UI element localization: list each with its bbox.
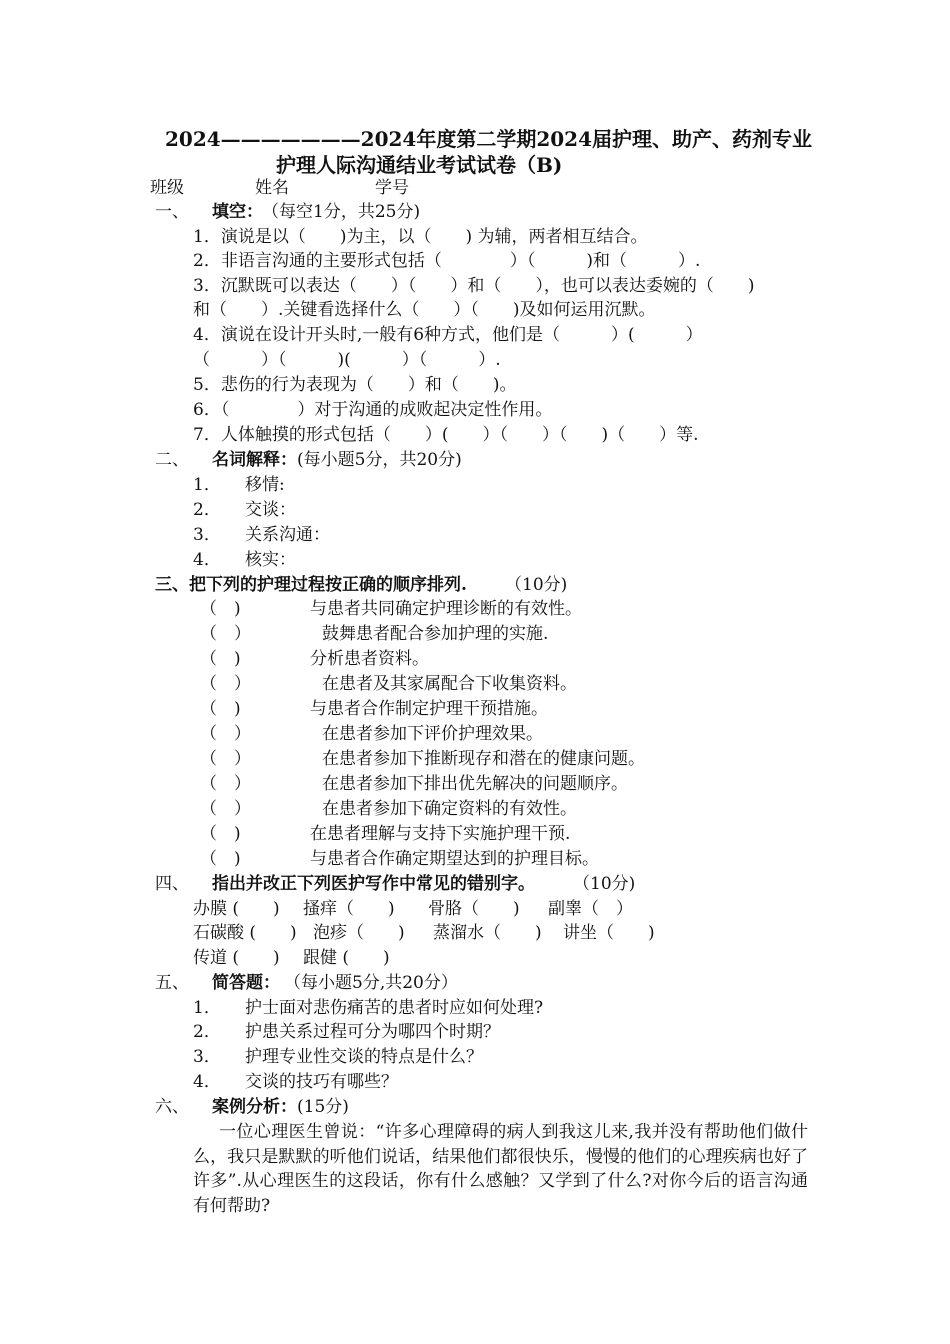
order-blank: （ ) <box>200 824 241 844</box>
order-blank: （ ) <box>200 599 241 619</box>
typo-item: 办膜 ( ) <box>193 899 280 919</box>
section-3-note: （10分) <box>505 575 568 595</box>
order-blank: （ ） <box>200 799 251 819</box>
order-step: 与患者合作制定护理干预措施。 <box>310 699 548 719</box>
typo-item: 副睾（ ） <box>548 899 633 919</box>
section-2-title: 名词解释： <box>212 450 297 470</box>
fill-item-3: 3．沉默既可以表达（ ）（ ）和（ ），也可以表达委婉的（ ) <box>193 276 755 296</box>
short-answer-question: 交谈的技巧有哪些？ <box>245 1072 398 1092</box>
section-5-note: （每小题5分,共20分） <box>284 973 458 993</box>
term-relational-communication: 关系沟通： <box>245 525 330 545</box>
fill-item-5: 5．悲伤的行为表现为（ ）和（ )。 <box>193 375 517 395</box>
typo-item: 蒸溜水（ ) <box>433 923 542 943</box>
typo-item: 泡疹（ ) <box>313 923 405 943</box>
order-step: 鼓舞患者配合参加护理的实施. <box>322 624 549 644</box>
order-blank: （ ） <box>200 724 251 744</box>
order-blank: （ ） <box>200 674 251 694</box>
term-number: 3． <box>193 525 221 545</box>
order-step: 在患者理解与支持下实施护理干预. <box>310 824 571 844</box>
typo-item: 石碳酸 ( ) <box>193 923 297 943</box>
typo-item: 搔痒（ ) <box>303 899 395 919</box>
fill-item-1: 1．演说是以（ )为主，以（ ) 为辅，两者相互结合。 <box>193 227 648 247</box>
short-answer-question: 护士面对悲伤痛苦的患者时应如何处理? <box>245 998 544 1018</box>
fill-item-2: 2．非语言沟通的主要形式包括（ ）（ )和（ ）. <box>193 251 701 271</box>
order-step: 与患者合作确定期望达到的护理目标。 <box>310 849 599 869</box>
case-study-text: 一位心理医生曾说：“许多心理障碍的病人到我这儿来,我并没有帮助他们做什么，我只是默默的听他们说话，结果他们都很快乐，慢慢的他们的心理疾病也好了许多”.从心理医生的这段话，你有什么感触？又学到了什么?对你今后的语言沟通有何帮助? <box>193 1122 808 1216</box>
order-blank: （ ) <box>200 699 241 719</box>
term-conversation: 交谈： <box>245 500 296 520</box>
exam-title-line-1: 2024———————2024年度第二学期2024届护理、助产、药剂专业 <box>165 127 812 151</box>
short-answer-question: 护患关系过程可分为哪四个时期？ <box>245 1022 500 1042</box>
term-number: 2． <box>193 500 221 520</box>
typo-item: 骨胳（ ) <box>428 899 520 919</box>
section-6-note: (15分) <box>297 1097 349 1117</box>
section-1-title: 填空： <box>212 202 263 222</box>
term-number: 4． <box>193 550 221 570</box>
exam-title-line-2: 护理人际沟通结业考试试卷（B) <box>276 153 563 177</box>
order-step: 分析患者资料。 <box>310 649 429 669</box>
order-blank: （ ） <box>200 774 251 794</box>
term-number: 1． <box>193 475 221 495</box>
section-5-number: 五、 <box>155 973 189 993</box>
section-6-number: 六、 <box>155 1097 189 1117</box>
order-step: 在患者参加下确定资料的有效性。 <box>322 799 577 819</box>
order-step: 在患者参加下评价护理效果。 <box>322 724 543 744</box>
order-step: 在患者参加下排出优先解决的问题顺序。 <box>322 774 628 794</box>
term-verification: 核实： <box>245 550 296 570</box>
question-number: 1． <box>193 998 221 1018</box>
order-blank: （ ） <box>200 624 251 644</box>
section-4-note: （10分) <box>573 874 636 894</box>
fill-item-7: 7．人体触摸的形式包括（ ）( ）（ ）（ )（ ）等. <box>193 425 699 445</box>
term-empathy: 移情: <box>245 475 285 495</box>
order-blank: （ ) <box>200 649 241 669</box>
section-4-title: 指出并改正下列医护写作中常见的错别字。 <box>212 874 535 894</box>
typo-item: 跟健 ( ) <box>303 948 390 968</box>
typo-item: 传道 ( ) <box>193 948 280 968</box>
order-blank: （ ) <box>200 849 241 869</box>
question-number: 2． <box>193 1022 221 1042</box>
section-6-title: 案例分析： <box>212 1097 297 1117</box>
section-2-number: 二、 <box>155 450 189 470</box>
order-step: 在患者及其家属配合下收集资料。 <box>322 674 577 694</box>
question-number: 4． <box>193 1072 221 1092</box>
question-number: 3． <box>193 1047 221 1067</box>
class-field-label: 班级 <box>150 178 184 198</box>
fill-item-4: 4．演说在设计开头时,一般有6种方式，他们是（ ）( ） <box>193 325 703 345</box>
section-2-note: (每小题5分，共20分) <box>297 450 462 470</box>
order-blank: （ ） <box>200 749 251 769</box>
section-1-number: 一、 <box>155 202 189 222</box>
order-step: 在患者参加下推断现存和潜在的健康问题。 <box>322 749 645 769</box>
section-4-number: 四、 <box>155 874 189 894</box>
fill-item-4-cont: （ ）（ )( ）（ ）. <box>193 350 501 370</box>
fill-item-6: 6．（ ）对于沟通的成败起决定性作用。 <box>193 400 553 420</box>
order-step: 与患者共同确定护理诊断的有效性。 <box>310 599 582 619</box>
typo-item: 讲坐（ ) <box>563 923 655 943</box>
student-id-field-label: 学号 <box>375 178 409 198</box>
section-1-note: （每空1分，共25分) <box>262 202 421 222</box>
short-answer-question: 护理专业性交谈的特点是什么？ <box>245 1047 483 1067</box>
section-3-heading: 三、把下列的护理过程按正确的顺序排列. <box>155 575 467 595</box>
fill-item-3-cont: 和（ ）.关键看选择什么（ ）（ )及如何运用沉默。 <box>193 300 656 320</box>
section-5-title: 简答题： <box>212 973 280 993</box>
name-field-label: 姓名 <box>255 178 289 198</box>
